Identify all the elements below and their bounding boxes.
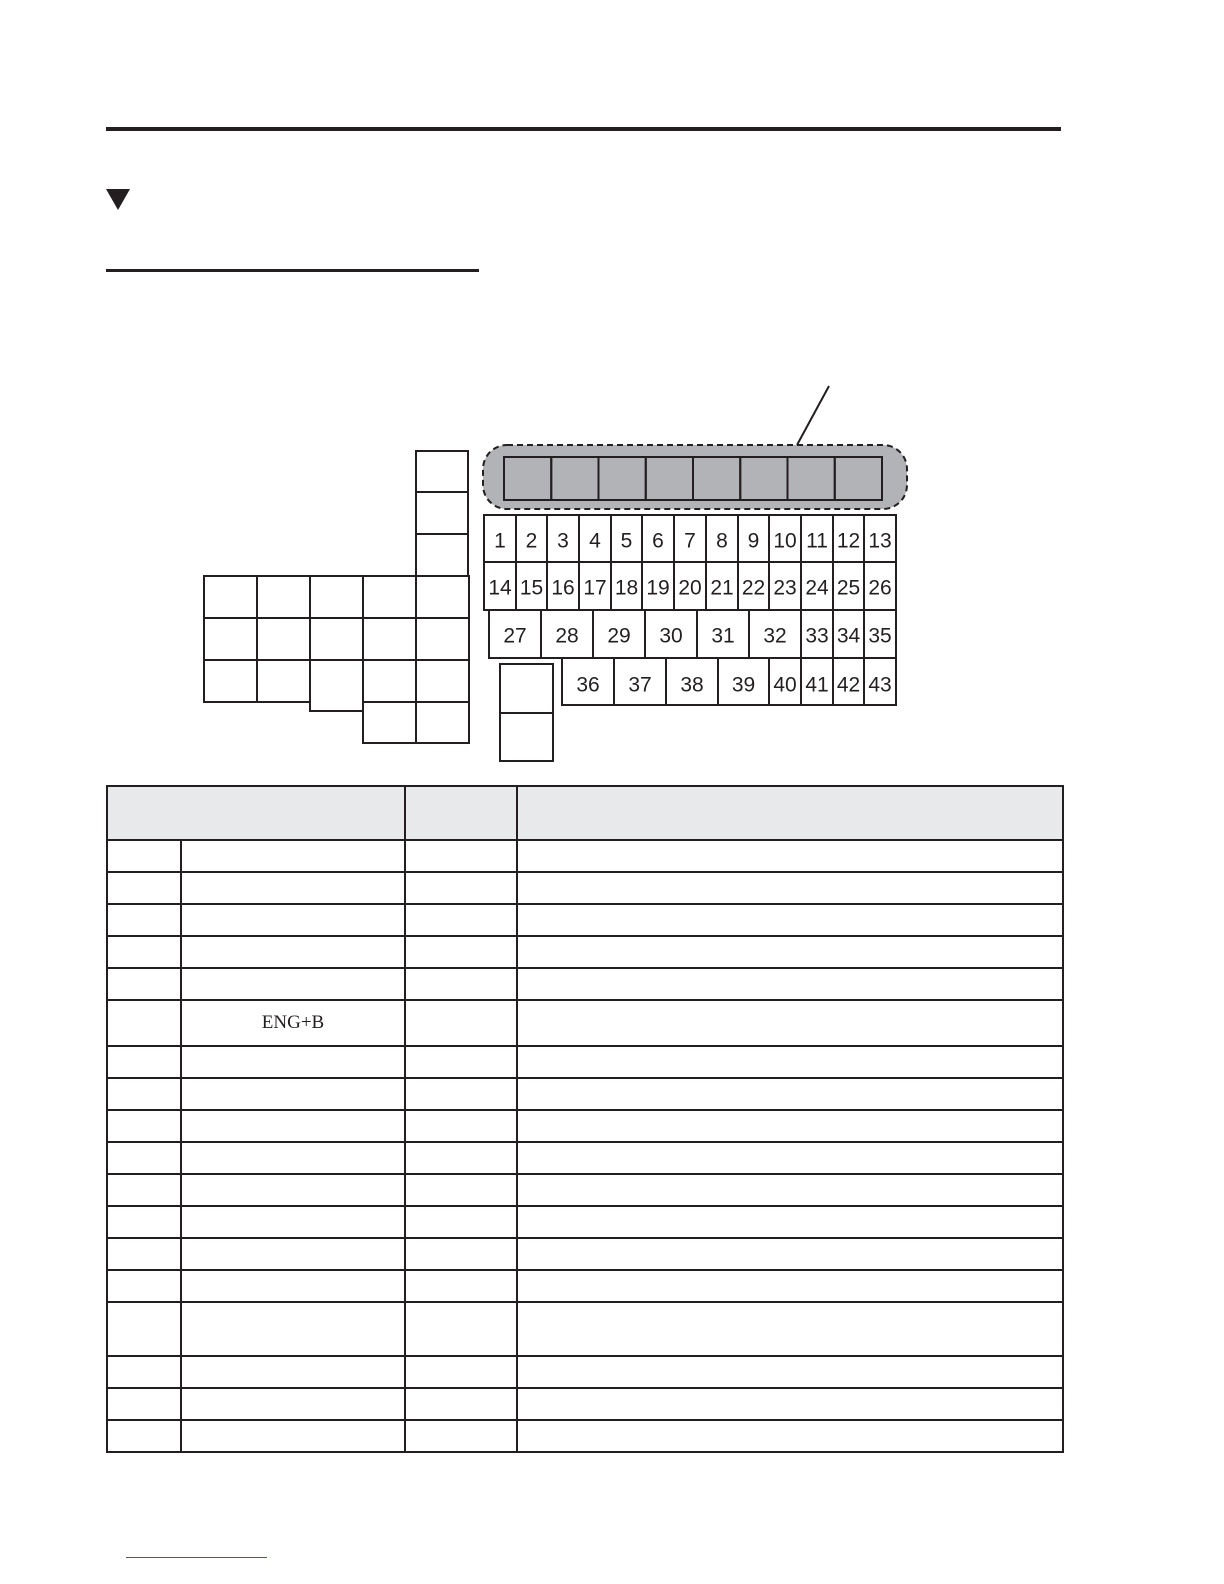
- fuse-number: 12: [836, 529, 861, 553]
- left-fuse-cell: [257, 660, 310, 702]
- fuse-number: 26: [868, 576, 892, 600]
- ampere-cell: [405, 1356, 517, 1388]
- fuse-number-cell: [107, 1206, 181, 1238]
- left-fuse-cell: [363, 660, 416, 702]
- left-fuse-cell: [416, 660, 469, 702]
- fuse-name-cell: [181, 904, 405, 936]
- fuse-name-cell: [181, 1270, 405, 1302]
- left-fuse-cell: [416, 576, 469, 618]
- table-row: [107, 1142, 1063, 1174]
- circuit-cell: [517, 1302, 1063, 1356]
- ampere-cell: [405, 1206, 517, 1238]
- table-row: [107, 840, 1063, 872]
- circuit-cell: [517, 1000, 1063, 1046]
- ampere-cell: [405, 1174, 517, 1206]
- fuse-number: 31: [711, 624, 735, 648]
- fuse-number: 38: [680, 673, 704, 697]
- fuse-number-cell: [107, 1238, 181, 1270]
- fuse-number: 41: [805, 673, 829, 697]
- table-row: [107, 872, 1063, 904]
- fuse-number: 9: [747, 529, 760, 553]
- table-row: [107, 1174, 1063, 1206]
- left-fuse-cell: [416, 492, 468, 534]
- fuse-number-cell: [107, 1174, 181, 1206]
- ampere-cell: [405, 1238, 517, 1270]
- fuse-number: 22: [741, 576, 766, 600]
- fuse-name-cell: [181, 1388, 405, 1420]
- circuit-cell: [517, 1142, 1063, 1174]
- footer-link-underline[interactable]: [126, 1557, 267, 1558]
- ampere-cell: [405, 968, 517, 1000]
- fuse-number-cell: [107, 904, 181, 936]
- table-row: [107, 1270, 1063, 1302]
- table-row: [107, 1302, 1063, 1356]
- table-row: [107, 904, 1063, 936]
- fuse-number: 14: [488, 576, 512, 600]
- fuse-number: 27: [503, 624, 527, 648]
- fuse-name-cell: [181, 1046, 405, 1078]
- fuse-number: 3: [557, 529, 569, 553]
- ampere-cell: [405, 1302, 517, 1356]
- fuse-number: 1: [494, 529, 506, 553]
- fuse-number: 17: [583, 576, 607, 600]
- fuse-number: 11: [806, 529, 828, 553]
- fuse-number: 5: [620, 529, 633, 553]
- fuse-name-cell: [181, 968, 405, 1000]
- fuse-number: 28: [555, 624, 579, 648]
- fuse-number-cell: [107, 1142, 181, 1174]
- small-fuse-cell: [500, 713, 553, 761]
- fuse-number-cell: [107, 1000, 181, 1046]
- circuit-cell: [517, 1110, 1063, 1142]
- fuse-number: 42: [836, 673, 861, 697]
- left-fuse-cell: [310, 576, 363, 618]
- table-row: [107, 1110, 1063, 1142]
- left-fuse-cell: [416, 618, 469, 660]
- fuse-number: 30: [659, 624, 683, 648]
- fuse-number-cell: [107, 840, 181, 872]
- fuse-table: [106, 785, 1064, 1453]
- fuse-number: 25: [836, 576, 861, 600]
- circuit-cell: [517, 1270, 1063, 1302]
- fuse-number: 20: [678, 576, 702, 600]
- fuse-number-cell: [107, 1420, 181, 1452]
- table-row: [107, 1388, 1063, 1420]
- fuse-name-cell: [181, 1356, 405, 1388]
- fuse-number: 23: [773, 576, 797, 600]
- circuit-cell: [517, 1356, 1063, 1388]
- fuse-number-cell: [107, 1078, 181, 1110]
- fuse-number-cell: [107, 1110, 181, 1142]
- ampere-cell: [405, 1388, 517, 1420]
- left-fuse-cell: [416, 451, 468, 492]
- header-ampere: [405, 786, 517, 840]
- left-fuse-cell: [363, 702, 416, 743]
- circuit-cell: [517, 1206, 1063, 1238]
- fuse-number-cell: [107, 1388, 181, 1420]
- ampere-cell: [405, 840, 517, 872]
- ampere-cell: [405, 904, 517, 936]
- fuse-number: 18: [614, 576, 639, 600]
- fuse-number: 15: [519, 576, 544, 600]
- circuit-cell: [517, 872, 1063, 904]
- fuse-name-cell: [181, 1420, 405, 1452]
- ampere-cell: [405, 1000, 517, 1046]
- left-fuse-cell: [416, 702, 469, 743]
- fuse-number: 24: [805, 576, 829, 600]
- fuse-number: 8: [716, 529, 728, 553]
- fuse-name-cell: [181, 1302, 405, 1356]
- fuse-name-cell: [181, 1110, 405, 1142]
- ampere-cell: [405, 1046, 517, 1078]
- ampere-cell: [405, 1078, 517, 1110]
- table-row: [107, 936, 1063, 968]
- circuit-cell: [517, 968, 1063, 1000]
- fuse-number: 32: [763, 624, 787, 648]
- left-fuse-cell: [363, 618, 416, 660]
- circuit-cell: [517, 904, 1063, 936]
- left-fuse-cell: [310, 618, 363, 660]
- circuit-cell: [517, 1420, 1063, 1452]
- fuse-number: 4: [589, 529, 601, 553]
- fuse-number: 33: [805, 624, 829, 648]
- left-fuse-cell: [257, 618, 310, 660]
- fuse-name-cell: ENG+B: [181, 1000, 405, 1046]
- ampere-cell: [405, 1142, 517, 1174]
- fuse-number: 29: [607, 624, 631, 648]
- table-row: [107, 1356, 1063, 1388]
- fuse-name-cell: [181, 1238, 405, 1270]
- fuse-number-cell: [107, 936, 181, 968]
- ampere-cell: [405, 936, 517, 968]
- fuse-number: 39: [731, 673, 756, 697]
- fuse-number: 6: [652, 529, 664, 553]
- fuse-number-cell: [107, 1302, 181, 1356]
- fuse-number: 36: [576, 673, 600, 697]
- fuse-number: 16: [551, 576, 575, 600]
- ampere-cell: [405, 1270, 517, 1302]
- ampere-cell: [405, 1420, 517, 1452]
- table-header-row: [107, 786, 1063, 840]
- fuse-number: 37: [628, 673, 652, 697]
- leader-line: [797, 386, 829, 445]
- circuit-cell: [517, 1078, 1063, 1110]
- circuit-cell: [517, 1238, 1063, 1270]
- left-fuse-cell: [416, 534, 468, 576]
- circuit-cell: [517, 936, 1063, 968]
- fuse-number-cell: [107, 968, 181, 1000]
- left-fuse-cell: [204, 618, 257, 660]
- left-fuse-cell: [310, 660, 363, 711]
- circuit-cell: [517, 1388, 1063, 1420]
- fuse-number: 21: [710, 576, 734, 600]
- ampere-cell: [405, 872, 517, 904]
- fuse-name-cell: [181, 1206, 405, 1238]
- fuse-number: 35: [868, 624, 892, 648]
- header-fuse-name: [107, 786, 405, 840]
- circuit-cell: [517, 1174, 1063, 1206]
- fuse-number: 7: [684, 529, 696, 553]
- fuse-number: 10: [773, 529, 797, 553]
- fuse-number: 2: [525, 529, 538, 553]
- fuse-name-cell: [181, 1142, 405, 1174]
- fuse-number: 34: [836, 624, 861, 648]
- table-row: [107, 1046, 1063, 1078]
- circuit-cell: [517, 840, 1063, 872]
- fuse-number: 13: [868, 529, 892, 553]
- left-fuse-cell: [204, 660, 257, 702]
- table-row: [107, 1078, 1063, 1110]
- table-row: [107, 1420, 1063, 1452]
- left-fuse-cell: [363, 576, 416, 618]
- fuse-number-cell: [107, 1356, 181, 1388]
- table-row: [107, 1000, 1063, 1046]
- fuse-name-cell: [181, 840, 405, 872]
- table-row: [107, 968, 1063, 1000]
- ampere-cell: [405, 1110, 517, 1142]
- fuse-name-cell: [181, 1078, 405, 1110]
- fuse-number-cell: [107, 1046, 181, 1078]
- header-circuit: [517, 786, 1063, 840]
- fuse-number: 40: [773, 673, 797, 697]
- fuse-number-cell: [107, 1270, 181, 1302]
- fuse-number: 19: [646, 576, 670, 600]
- fuse-name-cell: [181, 872, 405, 904]
- fuse-name-cell: [181, 1174, 405, 1206]
- small-fuse-cell: [500, 664, 553, 713]
- table-row: [107, 1238, 1063, 1270]
- left-fuse-cell: [257, 576, 310, 618]
- fuse-name-cell: [181, 936, 405, 968]
- table-row: [107, 1206, 1063, 1238]
- circuit-cell: [517, 1046, 1063, 1078]
- left-fuse-cell: [204, 576, 257, 618]
- fuse-number: 43: [868, 673, 892, 697]
- fuse-number-cell: [107, 872, 181, 904]
